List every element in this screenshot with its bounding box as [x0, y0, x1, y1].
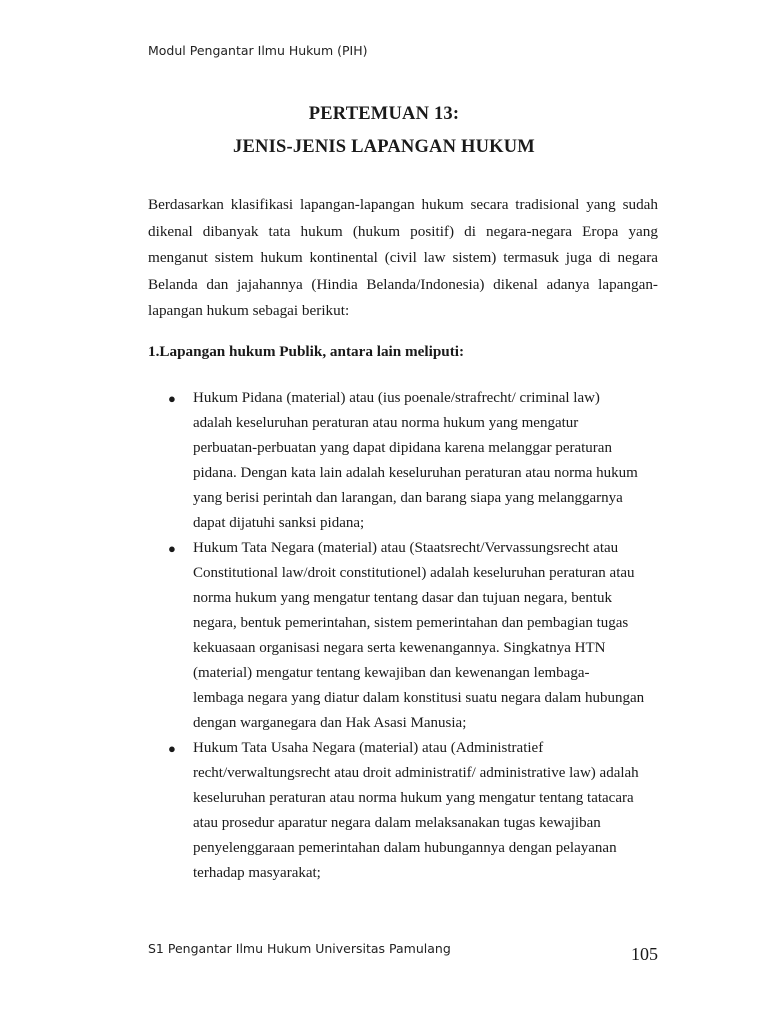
bullet-line: perbuatan-perbuatan yang dapat dipidana karena melanggar peraturan [193, 440, 612, 456]
bullet-line: kekuasaan organisasi negara serta kewenangannya. Singkatnya HTN [193, 640, 606, 656]
bullet-icon: ● [168, 741, 176, 756]
bullet-line: Hukum Pidana (material) atau (ius poenale/strafrecht/ criminal law) [193, 390, 600, 406]
bullet-icon: ● [168, 391, 176, 406]
running-header: Modul Pengantar Ilmu Hukum (PIH) [148, 43, 368, 58]
running-footer: S1 Pengantar Ilmu Hukum Universitas Pamulang [148, 941, 451, 956]
intro-paragraph: Berdasarkan klasifikasi lapangan-lapangan hukum secara tradisional yang sudah dikenal dibanyak tata hukum (hukum positif) di negara-negara Eropa yang menganut sistem hukum kontinental (civil law sistem) termasuk juga di negara Belanda dan jajahannya (Hindia Belanda/Indonesia) dikenal adanya lapangan-lapangan hukum sebagai berikut: [148, 196, 658, 319]
bullet-item-hukum-tata-usaha-negara [148, 736, 660, 886]
bullet-line: penyelenggaraan pemerintahan dalam hubungannya dengan pelayanan [193, 840, 617, 856]
bullet-line: adalah keseluruhan peraturan atau norma hukum yang mengatur [193, 415, 579, 431]
bullet-line: keseluruhan peraturan atau norma hukum yang mengatur tentang tatacara [193, 790, 634, 806]
bullet-line: pidana. Dengan kata lain adalah keseluruhan peraturan atau norma hukum [193, 465, 638, 481]
bullet-line: recht/verwaltungsrecht atau droit administratif/ administrative law) adalah [193, 765, 639, 781]
bullet-line: atau prosedur aparatur negara dalam melaksanakan tugas kewajiban [193, 815, 601, 831]
bullet-line: (material) mengatur tentang kewajiban dan kewenangan lembaga- [193, 665, 590, 681]
bullet-line: Hukum Tata Negara (material) atau (Staatsrecht/Vervassungsrecht atau [193, 540, 619, 556]
bullet-line: dengan warganegara dan Hak Asasi Manusia; [193, 715, 467, 731]
bullet-list [148, 386, 660, 886]
bullet-line: Hukum Tata Usaha Negara (material) atau (Administratief [193, 740, 544, 756]
bullet-line: lembaga negara yang diatur dalam konstitusi suatu negara dalam hubungan [193, 690, 645, 706]
bullet-line: norma hukum yang mengatur tentang dasar dan tujuan negara, bentuk [193, 590, 613, 606]
bullet-item-hukum-pidana [148, 386, 660, 536]
page-number: 105 [631, 944, 658, 964]
meeting-title: PERTEMUAN 13: [308, 104, 460, 124]
bullet-line: Constitutional law/droit constitutionel) adalah keseluruhan peraturan atau [193, 565, 635, 581]
section-heading: 1.Lapangan hukum Publik, antara lain meliputi: [148, 343, 465, 360]
bullet-line: dapat dijatuhi sanksi pidana; [193, 515, 365, 531]
bullet-line: yang berisi perintah dan larangan, dan barang siapa yang melanggarnya [193, 490, 623, 506]
bullet-line: negara, bentuk pemerintahan, sistem pemerintahan dan pembagian tugas [193, 615, 629, 631]
bullet-line: terhadap masyarakat; [193, 865, 321, 881]
chapter-title: JENIS-JENIS LAPANGAN HUKUM [233, 137, 535, 157]
bullet-icon: ● [168, 541, 176, 556]
bullet-item-hukum-tata-negara [148, 536, 660, 736]
